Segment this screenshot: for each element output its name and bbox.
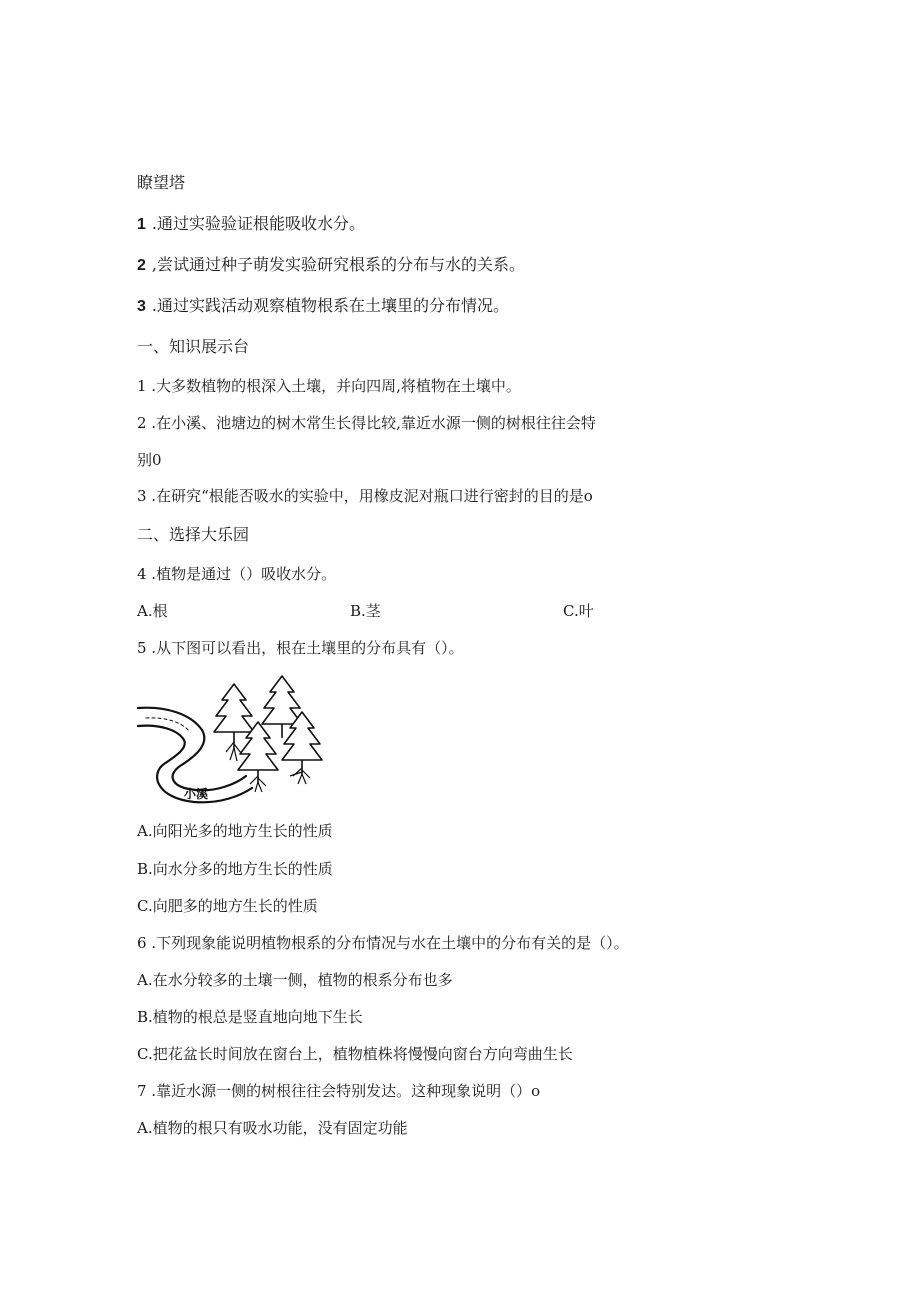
goal-number: 3 — [137, 298, 146, 315]
goal-text: .通过实践活动观察植物根系在土壤里的分布情况。 — [151, 296, 509, 315]
figure-label: 小溪 — [184, 787, 209, 801]
page-title: 瞭望塔 — [137, 173, 186, 192]
question-4: 4 .植物是通过（）吸收水分。 — [137, 565, 337, 583]
goal-number: 1 — [137, 216, 146, 233]
question-7: 7 .靠近水源一侧的树根往往会特别发达。这种现象说明（）o — [137, 1082, 541, 1100]
goal-text: .通过实验验证根能吸收水分。 — [151, 214, 365, 233]
q5-option-b: B.向水分多的地方生长的性质 — [137, 860, 333, 878]
q6-option-a: A.在水分较多的土壤一侧，植物的根系分布也多 — [137, 971, 453, 989]
goal-text: ,尝试通过种子萌发实验研究根系的分布与水的关系。 — [151, 255, 525, 274]
fill-item-1: 1 .大多数植物的根深入土壤，并向四周,将植物在土壤中。 — [137, 377, 521, 395]
goal-1 — [137, 214, 365, 235]
q6-option-c: C.把花盆长时间放在窗台上，植物植株将慢慢向窗台方向弯曲生长 — [137, 1045, 573, 1063]
fill-item-2-cont: 别0 — [137, 451, 162, 469]
q7-option-a: A.植物的根只有吸水功能，没有固定功能 — [137, 1119, 408, 1137]
q5-option-a: A.向阳光多的地方生长的性质 — [137, 822, 333, 840]
question-6: 6 .下列现象能说明植物根系的分布情况与水在土壤中的分布有关的是（）。 — [137, 934, 629, 952]
fill-item-3: 3 .在研究“根能否吸水的实验中，用橡皮泥对瓶口进行密封的目的是o — [137, 487, 593, 505]
fill-item-2: 2 .在小溪、池塘边的树木常生长得比较,靠近水源一侧的树根往往会特 — [137, 414, 596, 432]
goal-3 — [137, 296, 509, 317]
goal-number: 2 — [137, 257, 146, 274]
q6-option-b: B.植物的根总是竖直地向地下生长 — [137, 1008, 363, 1026]
q4-option-a: A.根 — [137, 602, 168, 620]
q5-option-c: C.向肥多的地方生长的性质 — [137, 897, 318, 915]
question-5: 5 .从下图可以看出，根在土壤里的分布具有（）。 — [137, 639, 464, 657]
section-heading-knowledge: 一、知识展示台 — [137, 337, 250, 356]
stream-trees-illustration — [136, 672, 332, 804]
goal-2 — [137, 255, 525, 276]
section-heading-choice: 二、选择大乐园 — [137, 525, 250, 544]
q4-option-b: B.茎 — [350, 602, 381, 620]
q4-option-c: C.叶 — [563, 602, 594, 620]
